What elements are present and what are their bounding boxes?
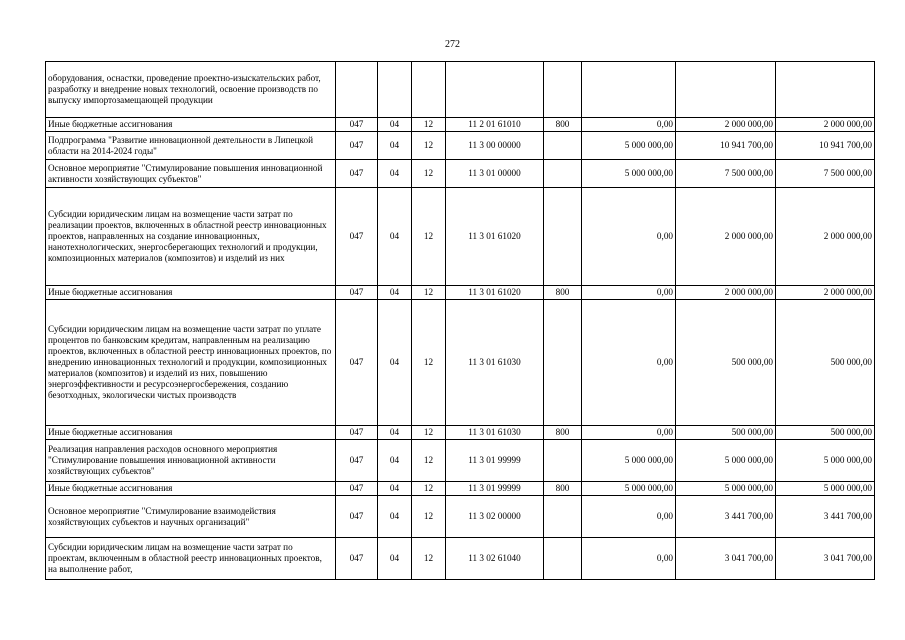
expense-type [544, 496, 582, 538]
target-article: 11 3 01 99999 [446, 482, 544, 496]
amount-3: 2 000 000,00 [776, 118, 875, 132]
row-name: Реализация направления расходов основного мероприятия "Стимулирование повышения инновационной активности хозяйствующих субъектов" [46, 440, 336, 482]
row-name: Иные бюджетные ассигнования [46, 118, 336, 132]
target-article: 11 3 02 61040 [446, 538, 544, 580]
target-article: 11 3 01 61030 [446, 300, 544, 426]
section-code: 04 [378, 496, 412, 538]
expense-type: 800 [544, 482, 582, 496]
admin-code: 047 [336, 188, 378, 286]
admin-code: 047 [336, 440, 378, 482]
section-code: 04 [378, 118, 412, 132]
row-name: оборудования, оснастки, проведение проектно-изыскательских работ, разработку и внедрение новых технологий, освоение производств по выпуску импортозамещающей продукции [46, 62, 336, 118]
subsection-code: 12 [412, 160, 446, 188]
subsection-code: 12 [412, 300, 446, 426]
section-code: 04 [378, 188, 412, 286]
admin-code: 047 [336, 482, 378, 496]
amount-2: 3 441 700,00 [676, 496, 776, 538]
amount-1: 5 000 000,00 [582, 132, 676, 160]
admin-code: 047 [336, 160, 378, 188]
amount-3: 2 000 000,00 [776, 188, 875, 286]
subsection-code: 12 [412, 440, 446, 482]
expense-type: 800 [544, 286, 582, 300]
admin-code: 047 [336, 496, 378, 538]
table-row [46, 538, 875, 580]
budget-table [45, 61, 875, 580]
amount-1: 0,00 [582, 118, 676, 132]
row-name: Субсидии юридическим лицам на возмещение части затрат по уплате процентов по банковским кредитам, направленным на реализацию проектов, включенных в областной реестр инновационных проектов, по внедрению инновационных технологий и продукции, композиционных материалов (композитов) и изделий из них, повышению энергоэффективности и ресурсоэнергосбережения, созданию безотходных, экологически чистых производств [46, 300, 336, 426]
target-article: 11 3 01 99999 [446, 440, 544, 482]
section-code: 04 [378, 132, 412, 160]
table-row [46, 132, 875, 160]
page-number: 272 [445, 39, 460, 50]
amount-3: 500 000,00 [776, 426, 875, 440]
expense-type: 800 [544, 426, 582, 440]
table-row [46, 118, 875, 132]
expense-type [544, 132, 582, 160]
expense-type [544, 160, 582, 188]
subsection-code: 12 [412, 132, 446, 160]
section-code: 04 [378, 300, 412, 426]
row-name: Основное мероприятие "Стимулирование повышения инновационной активности хозяйствующих субъектов" [46, 160, 336, 188]
amount-3: 7 500 000,00 [776, 160, 875, 188]
row-name: Иные бюджетные ассигнования [46, 286, 336, 300]
target-article: 11 3 01 00000 [446, 160, 544, 188]
amount-3: 5 000 000,00 [776, 482, 875, 496]
admin-code: 047 [336, 118, 378, 132]
amount-3: 3 041 700,00 [776, 538, 875, 580]
section-code [378, 62, 412, 118]
table-row [46, 300, 875, 426]
amount-2: 500 000,00 [676, 426, 776, 440]
section-code: 04 [378, 538, 412, 580]
expense-type [544, 440, 582, 482]
section-code: 04 [378, 440, 412, 482]
admin-code: 047 [336, 300, 378, 426]
subsection-code: 12 [412, 538, 446, 580]
amount-2: 2 000 000,00 [676, 286, 776, 300]
amount-2: 2 000 000,00 [676, 118, 776, 132]
amount-1: 0,00 [582, 188, 676, 286]
target-article: 11 2 01 61010 [446, 118, 544, 132]
table-row [46, 482, 875, 496]
admin-code [336, 62, 378, 118]
subsection-code: 12 [412, 286, 446, 300]
subsection-code: 12 [412, 118, 446, 132]
target-article [446, 62, 544, 118]
row-name: Основное мероприятие "Стимулирование взаимодействия хозяйствующих субъектов и научных организаций" [46, 496, 336, 538]
amount-2: 10 941 700,00 [676, 132, 776, 160]
expense-type: 800 [544, 118, 582, 132]
amount-2 [676, 62, 776, 118]
table-row [46, 496, 875, 538]
row-name: Иные бюджетные ассигнования [46, 482, 336, 496]
target-article: 11 3 01 61020 [446, 286, 544, 300]
admin-code: 047 [336, 132, 378, 160]
table-row [46, 286, 875, 300]
expense-type [544, 538, 582, 580]
admin-code: 047 [336, 426, 378, 440]
row-name: Подпрограмма "Развитие инновационной деятельности в Липецкой области на 2014-2024 годы" [46, 132, 336, 160]
section-code: 04 [378, 482, 412, 496]
row-name: Субсидии юридическим лицам на возмещение части затрат по проектам, включенным в областной реестр инновационных проектов, на выполнение работ, [46, 538, 336, 580]
amount-2: 3 041 700,00 [676, 538, 776, 580]
admin-code: 047 [336, 286, 378, 300]
target-article: 11 3 01 61030 [446, 426, 544, 440]
subsection-code: 12 [412, 426, 446, 440]
table-body [46, 62, 875, 580]
section-code: 04 [378, 160, 412, 188]
amount-1 [582, 62, 676, 118]
target-article: 11 3 00 00000 [446, 132, 544, 160]
table-row [46, 426, 875, 440]
amount-1: 0,00 [582, 538, 676, 580]
subsection-code: 12 [412, 482, 446, 496]
amount-3: 10 941 700,00 [776, 132, 875, 160]
section-code: 04 [378, 286, 412, 300]
amount-2: 5 000 000,00 [676, 440, 776, 482]
amount-1: 0,00 [582, 426, 676, 440]
amount-1: 5 000 000,00 [582, 160, 676, 188]
amount-3: 3 441 700,00 [776, 496, 875, 538]
subsection-code: 12 [412, 188, 446, 286]
target-article: 11 3 01 61020 [446, 188, 544, 286]
amount-3: 2 000 000,00 [776, 286, 875, 300]
subsection-code: 12 [412, 496, 446, 538]
amount-1: 5 000 000,00 [582, 440, 676, 482]
table-row [46, 62, 875, 118]
row-name: Иные бюджетные ассигнования [46, 426, 336, 440]
subsection-code [412, 62, 446, 118]
amount-2: 500 000,00 [676, 300, 776, 426]
table-row [46, 160, 875, 188]
admin-code: 047 [336, 538, 378, 580]
amount-1: 0,00 [582, 286, 676, 300]
table-row [46, 188, 875, 286]
expense-type [544, 300, 582, 426]
row-name: Субсидии юридическим лицам на возмещение части затрат по реализации проектов, включенных в областной реестр инновационных проектов, направленных на создание инновационных, нанотехнологических, энергосберегающих технологий и продукции, композиционных материалов (композитов) и изделий из них [46, 188, 336, 286]
amount-1: 0,00 [582, 300, 676, 426]
amount-1: 0,00 [582, 496, 676, 538]
table-row [46, 440, 875, 482]
amount-2: 7 500 000,00 [676, 160, 776, 188]
amount-3: 5 000 000,00 [776, 440, 875, 482]
amount-3: 500 000,00 [776, 300, 875, 426]
amount-3 [776, 62, 875, 118]
amount-2: 2 000 000,00 [676, 188, 776, 286]
amount-2: 5 000 000,00 [676, 482, 776, 496]
expense-type [544, 62, 582, 118]
section-code: 04 [378, 426, 412, 440]
expense-type [544, 188, 582, 286]
target-article: 11 3 02 00000 [446, 496, 544, 538]
amount-1: 5 000 000,00 [582, 482, 676, 496]
